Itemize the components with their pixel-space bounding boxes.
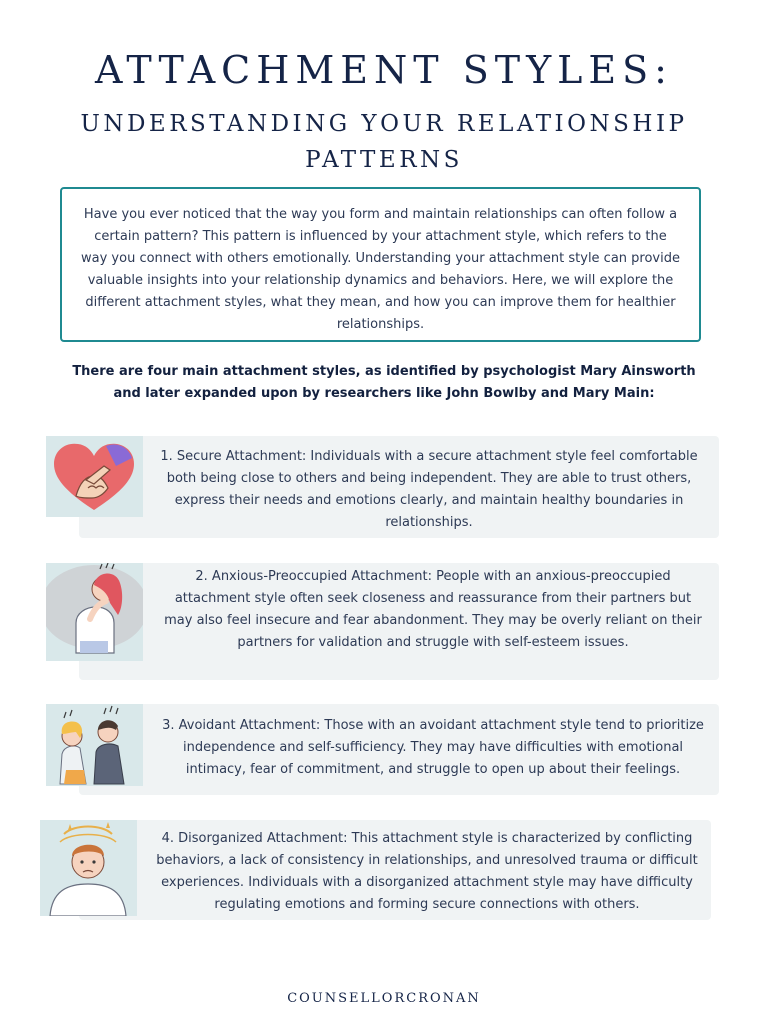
style-thumb-avoidant [46,704,143,786]
style-text-avoidant: 3. Avoidant Attachment: Those with an avoidant attachment style tend to prioritize independence and self-sufficiency. They may have difficulties with emotional intimacy, fear of commitment, and struggle to open up about their feelings. [162,718,704,777]
heart-holding-hands-icon [46,436,143,517]
intro-box [60,187,701,342]
footer-brand: COUNSELLORCRONAN [287,991,481,1006]
style-text-disorganized: 4. Disorganized Attachment: This attachment style is characterized by conflicting behaviors, a lack of consistency in relationships, and unresolved trauma or difficult experiences. Individuals with a disorganized attachment style may have difficulty regulating emotions and forming secure connections with others. [156,831,698,912]
style-text-anxious: 2. Anxious-Preoccupied Attachment: People with an anxious-preoccupied attachment style often seek closeness and reassurance from their partners but may also feel insecure and fear abandonment. They may be overly reliant on their partners for validation and struggle with self-esteem issues. [164,569,702,650]
style-text-secure: 1. Secure Attachment: Individuals with a secure attachment style feel comfortable both being close to others and being independent. They are able to trust others, express their needs and emotions clearly, and maintain healthy boundaries in relationships. [160,449,698,530]
intro-text: Have you ever noticed that the way you form and maintain relationships can often follow a certain pattern? This pattern is influenced by your attachment style, which refers to the way you connect with others emotionally. Understanding your attachment style can provide valuable insights into your relationship dynamics and behaviors. Here, we will explore the different attachment styles, what they mean, and how you can improve them for healthier relationships. [81,207,680,332]
confused-man-icon [40,820,137,916]
page-subtitle: UNDERSTANDING YOUR RELATIONSHIP PATTERNS [80,111,688,173]
style-thumb-disorganized [40,820,137,916]
back-to-back-couple-icon [46,704,143,786]
style-thumb-secure [46,436,143,517]
anxious-woman-icon [46,563,143,661]
style-thumb-anxious [46,563,143,661]
lead-paragraph: There are four main attachment styles, as identified by psychologist Mary Ainsworth and later expanded upon by researchers like John Bowlby and Mary Main: [72,364,696,401]
page-title: ATTACHMENT STYLES: [95,48,673,92]
